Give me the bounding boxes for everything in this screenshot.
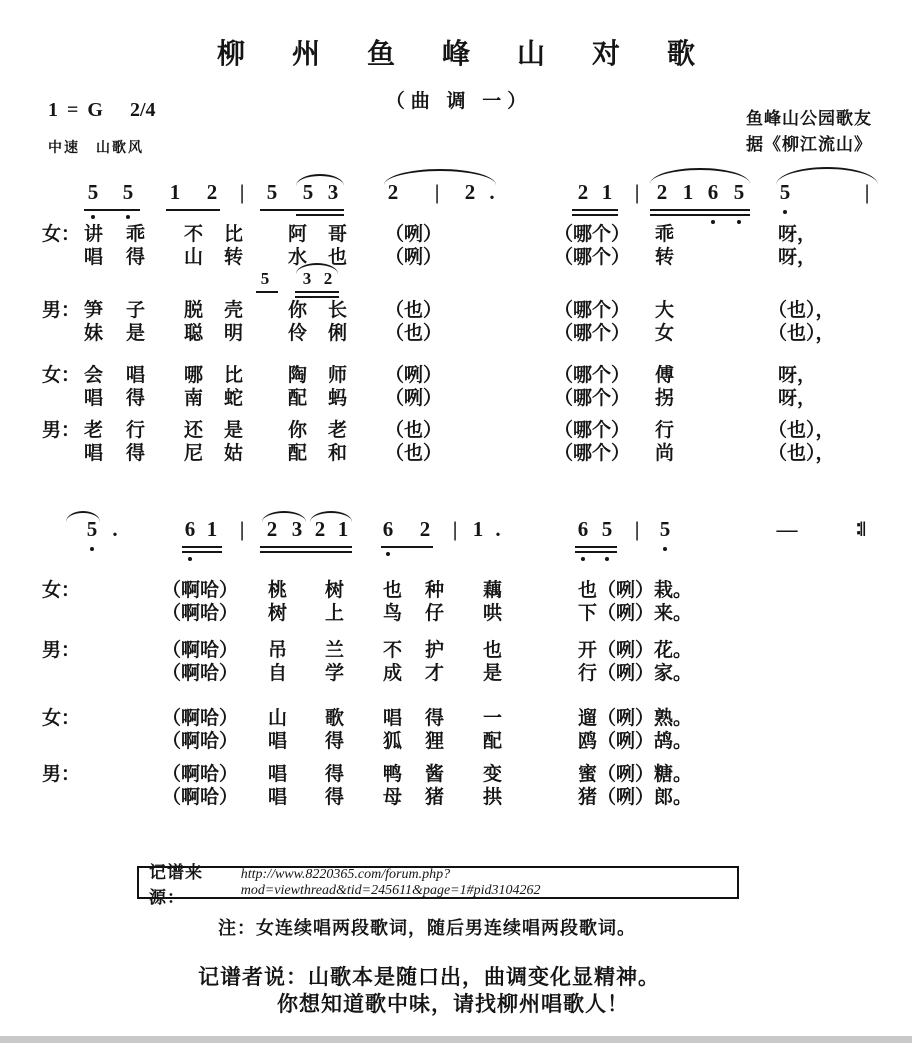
lyric-cell: 才 xyxy=(425,663,445,684)
score-note: 6 xyxy=(577,517,589,541)
barline: | xyxy=(239,180,245,204)
barline: | xyxy=(634,517,640,541)
barline: | xyxy=(452,517,458,541)
lyric-cell: 比 xyxy=(224,224,244,245)
lyric-cell: 遛（咧）熟。 xyxy=(578,708,693,729)
score-note: . xyxy=(112,517,118,541)
lyric-row-label: 男： xyxy=(42,640,81,661)
lyric-row-label: 男： xyxy=(42,420,81,441)
slur-arc xyxy=(296,174,344,186)
beam-underline xyxy=(260,546,352,548)
lyric-cell: （哪个） xyxy=(554,224,631,245)
lyric-cell: 狸 xyxy=(425,731,445,752)
lyric-cell: 得 xyxy=(126,247,146,268)
lyric-cell: （咧） xyxy=(385,365,443,386)
score-note: 5 xyxy=(260,269,270,288)
score-note: 6 xyxy=(707,180,719,204)
lyric-cell: （哪个） xyxy=(554,300,631,321)
lyric-cell: 行 xyxy=(655,420,675,441)
lyric-cell: 行 xyxy=(126,420,146,441)
lyric-cell: （也）， xyxy=(768,323,835,344)
lyric-cell: 还 xyxy=(184,420,204,441)
lyric-cell: （也） xyxy=(385,300,443,321)
page-bottom-edge xyxy=(0,1036,912,1043)
lyric-cell: 姑 xyxy=(224,443,244,464)
lyric-cell: 得 xyxy=(325,731,345,752)
lyric-cell: （哪个） xyxy=(554,365,631,386)
lyric-cell: 哪 xyxy=(184,365,204,386)
beam-underline xyxy=(260,551,352,553)
lyric-cell: 一 xyxy=(483,708,503,729)
time-signature: 2/4 xyxy=(130,99,156,121)
score-note: 1 xyxy=(682,180,694,204)
lyric-cell: （啊哈） xyxy=(162,640,239,661)
lyric-cell: 吊 xyxy=(268,640,288,661)
lyric-row-label: 女： xyxy=(42,580,81,601)
lyric-cell: 老 xyxy=(328,420,348,441)
lyric-cell: 你 xyxy=(288,300,308,321)
postscript-label: 记谱者说： xyxy=(198,965,308,989)
lyric-cell: 会 xyxy=(84,365,104,386)
lyric-cell: 上 xyxy=(325,603,345,624)
score-note: ∶‖ xyxy=(855,517,865,541)
lyric-cell: 呀， xyxy=(778,224,817,245)
postscript-line-1 xyxy=(198,961,660,991)
slur-arc xyxy=(310,511,352,522)
lyric-cell: （也）， xyxy=(768,420,835,441)
score-note: 1 xyxy=(169,180,181,204)
lyric-cell: 明 xyxy=(224,323,244,344)
lyric-cell: 转 xyxy=(224,247,244,268)
style-marking: 山歌风 xyxy=(96,141,144,156)
score-note: 3 xyxy=(327,180,339,204)
source-url[interactable]: http://www.8220365.com/forum.php?mod=viewthread&tid=245611&page=1#pid3104262 xyxy=(240,866,541,898)
lyric-cell: 大 xyxy=(655,300,675,321)
octave-dot xyxy=(663,547,667,551)
lyric-cell: （也）， xyxy=(768,443,835,464)
score-note: 5 xyxy=(733,180,745,204)
lyric-cell: （啊哈） xyxy=(162,603,239,624)
lyric-cell: 转 xyxy=(655,247,675,268)
octave-dot xyxy=(90,547,94,551)
slur-arc xyxy=(776,167,878,185)
lyric-cell: 狐 xyxy=(383,731,403,752)
beam-underline xyxy=(182,551,222,553)
lyric-row-label: 女： xyxy=(42,224,81,245)
lyric-cell: 得 xyxy=(325,764,345,785)
lyric-cell: （咧） xyxy=(385,388,443,409)
score-note: 1 xyxy=(601,180,613,204)
lyric-cell: 兰 xyxy=(325,640,345,661)
lyric-cell: 山 xyxy=(268,708,288,729)
score-note: 5 xyxy=(302,180,314,204)
beam-underline xyxy=(572,214,618,216)
lyric-cell: 唱 xyxy=(84,388,104,409)
score-note: 2 xyxy=(656,180,668,204)
postscript-text-1: 山歌本是随口出，曲调变化显精神。 xyxy=(308,965,660,989)
lyric-cell: （也） xyxy=(385,443,443,464)
lyric-cell: 俐 xyxy=(328,323,348,344)
lyric-cell: 尚 xyxy=(655,443,675,464)
lyric-cell: 你 xyxy=(288,420,308,441)
score-note: 5 xyxy=(266,180,278,204)
lyric-cell: 树 xyxy=(325,580,345,601)
score-note: 2 xyxy=(206,180,218,204)
octave-dot xyxy=(126,215,130,219)
slur-arc xyxy=(384,169,496,185)
lyric-cell: 拐 xyxy=(655,388,675,409)
lyric-cell: 哥 xyxy=(328,224,348,245)
tempo-text: 中速 xyxy=(48,141,80,156)
lyric-cell: 唱 xyxy=(84,247,104,268)
lyric-cell: 得 xyxy=(425,708,445,729)
score-note: 5 xyxy=(779,180,791,204)
score-note: 5 xyxy=(659,517,671,541)
score-note: 2 xyxy=(419,517,431,541)
lyric-cell: 呀， xyxy=(778,247,817,268)
lyric-cell: 尼 xyxy=(184,443,204,464)
lyric-cell: 猪（咧）郎。 xyxy=(578,787,693,808)
lyric-cell: 鸟 xyxy=(383,603,403,624)
lyric-cell: 山 xyxy=(184,247,204,268)
beam-underline xyxy=(260,209,344,211)
lyric-cell: 藕 xyxy=(483,580,503,601)
key-signature: 1 = G xyxy=(48,99,105,121)
lyric-cell: 讲 xyxy=(84,224,104,245)
lyric-cell: 自 xyxy=(268,663,288,684)
lyric-cell: 壳 xyxy=(224,300,244,321)
lyric-cell: 护 xyxy=(425,640,445,661)
lyric-cell: 是 xyxy=(126,323,146,344)
source-label: 记谱来源： xyxy=(149,862,203,907)
lyric-cell: 唱 xyxy=(268,764,288,785)
lyric-cell: 是 xyxy=(224,420,244,441)
source-box xyxy=(137,862,739,907)
lyric-cell: 唱 xyxy=(126,365,146,386)
octave-dot xyxy=(581,557,585,561)
score-note: 2 xyxy=(577,180,589,204)
lyric-cell: （啊哈） xyxy=(162,663,239,684)
lyric-cell: 也 xyxy=(383,580,403,601)
beam-underline xyxy=(650,214,750,216)
lyric-cell: 长 xyxy=(328,300,348,321)
lyric-cell: 下（咧）来。 xyxy=(578,603,693,624)
lyric-cell: 哄 xyxy=(483,603,503,624)
lyric-cell: （哪个） xyxy=(554,388,631,409)
lyric-cell: 桃 xyxy=(268,580,288,601)
score-note: 1 xyxy=(472,517,484,541)
octave-dot xyxy=(737,220,741,224)
lyric-cell: 唱 xyxy=(268,731,288,752)
lyric-cell: 鸭 xyxy=(383,764,403,785)
score-note: 1 xyxy=(206,517,218,541)
lyric-cell: 也（咧）栽。 xyxy=(578,580,693,601)
beam-underline xyxy=(182,546,222,548)
lyric-cell: （也） xyxy=(385,420,443,441)
score-note: 5 xyxy=(601,517,613,541)
slur-arc xyxy=(262,511,306,522)
lyric-cell: 仔 xyxy=(425,603,445,624)
credit-line-1: 鱼峰山公园歌友 xyxy=(746,109,872,128)
lyric-cell: 得 xyxy=(126,443,146,464)
lyric-cell: 行（咧）家。 xyxy=(578,663,693,684)
lyric-cell: 蜜（咧）糖。 xyxy=(578,764,693,785)
lyric-cell: 笋 xyxy=(84,300,104,321)
lyric-cell: 配 xyxy=(288,443,308,464)
score-note: 2 xyxy=(387,180,399,204)
beam-underline xyxy=(572,209,618,211)
lyric-cell: 妹 xyxy=(84,323,104,344)
score-note: 6 xyxy=(382,517,394,541)
lyric-cell: 配 xyxy=(483,731,503,752)
lyric-cell: （也）， xyxy=(768,300,835,321)
slur-arc xyxy=(650,168,750,184)
beam-underline xyxy=(256,291,278,293)
lyric-cell: （啊哈） xyxy=(162,580,239,601)
lyric-cell: （啊哈） xyxy=(162,764,239,785)
beam-underline xyxy=(296,214,344,216)
lyric-cell: 乖 xyxy=(126,224,146,245)
score-note: 3 xyxy=(302,269,312,288)
lyric-cell: 子 xyxy=(126,300,146,321)
lyric-cell: 拱 xyxy=(483,787,503,808)
lyric-cell: 水 xyxy=(288,247,308,268)
beam-underline xyxy=(650,209,750,211)
lyric-row-label: 男： xyxy=(42,764,81,785)
lyric-cell: （啊哈） xyxy=(162,787,239,808)
beam-underline xyxy=(84,209,140,211)
lyric-cell: 也 xyxy=(328,247,348,268)
lyric-cell: （咧） xyxy=(385,224,443,245)
beam-underline xyxy=(295,296,339,298)
lyric-cell: 蛇 xyxy=(224,388,244,409)
lyric-cell: 伶 xyxy=(288,323,308,344)
lyric-cell: 聪 xyxy=(184,323,204,344)
lyric-cell: 得 xyxy=(325,787,345,808)
lyric-cell: 酱 xyxy=(425,764,445,785)
lyric-cell: 陶 xyxy=(288,365,308,386)
score-note: 2 xyxy=(323,269,333,288)
page-subtitle: （曲 调 一） xyxy=(385,91,533,112)
lyric-cell: 南 xyxy=(184,388,204,409)
tempo-marking xyxy=(48,137,144,157)
beam-underline xyxy=(295,291,339,293)
lyric-cell: 比 xyxy=(224,365,244,386)
octave-dot xyxy=(188,557,192,561)
lyric-cell: （啊哈） xyxy=(162,708,239,729)
score-note: 5 xyxy=(122,180,134,204)
octave-dot xyxy=(783,210,787,214)
score-note: . xyxy=(495,517,501,541)
lyric-cell: 阿 xyxy=(288,224,308,245)
score-note: 5 xyxy=(86,517,98,541)
page-title: 柳 州 鱼 峰 山 对 歌 xyxy=(216,39,715,70)
lyric-cell: 老 xyxy=(84,420,104,441)
score-note: 2 xyxy=(314,517,326,541)
score-note: . xyxy=(489,180,495,204)
lyric-cell: 呀， xyxy=(778,365,817,386)
postscript-line-2: 你想知道歌中味，请找柳州唱歌人！ xyxy=(277,992,629,1016)
barline: | xyxy=(634,180,640,204)
lyric-cell: 傅 xyxy=(655,365,675,386)
lyric-cell: 蚂 xyxy=(328,388,348,409)
barline: | xyxy=(239,517,245,541)
barline: | xyxy=(864,180,870,204)
octave-dot xyxy=(91,215,95,219)
beam-underline xyxy=(575,546,617,548)
score-note: 6 xyxy=(184,517,196,541)
slur-arc xyxy=(66,511,100,522)
performance-note: 注：女连续唱两段歌词，随后男连续唱两段歌词。 xyxy=(218,918,636,938)
lyric-cell: 母 xyxy=(383,787,403,808)
lyric-cell: （哪个） xyxy=(554,247,631,268)
lyric-cell: （哪个） xyxy=(554,323,631,344)
lyric-cell: 猪 xyxy=(425,787,445,808)
lyric-cell: 唱 xyxy=(383,708,403,729)
lyric-cell: 种 xyxy=(425,580,445,601)
octave-dot xyxy=(386,552,390,556)
lyric-cell: （哪个） xyxy=(554,420,631,441)
octave-dot xyxy=(711,220,715,224)
lyric-cell: 呀， xyxy=(778,388,817,409)
lyric-cell: 不 xyxy=(383,640,403,661)
beam-underline xyxy=(381,546,433,548)
lyric-cell: 不 xyxy=(184,224,204,245)
lyric-cell: 得 xyxy=(126,388,146,409)
lyric-cell: 唱 xyxy=(268,787,288,808)
score-note: 1 xyxy=(337,517,349,541)
score-note: 3 xyxy=(291,517,303,541)
lyric-cell: （啊哈） xyxy=(162,731,239,752)
credit-line-2: 据《柳江流山》 xyxy=(746,135,872,154)
beam-underline xyxy=(575,551,617,553)
lyric-cell: 和 xyxy=(328,443,348,464)
lyric-cell: 歌 xyxy=(325,708,345,729)
lyric-cell: 配 xyxy=(288,388,308,409)
lyric-cell: （咧） xyxy=(385,247,443,268)
lyric-row-label: 男： xyxy=(42,300,81,321)
lyric-cell: 成 xyxy=(383,663,403,684)
lyric-cell: 也 xyxy=(483,640,503,661)
lyric-cell: 女 xyxy=(655,323,675,344)
lyric-cell: 学 xyxy=(325,663,345,684)
lyric-cell: 师 xyxy=(328,365,348,386)
octave-dot xyxy=(605,557,609,561)
lyric-cell: 变 xyxy=(483,764,503,785)
lyric-cell: 鸥（咧）鸪。 xyxy=(578,731,693,752)
lyric-cell: （哪个） xyxy=(554,443,631,464)
lyric-cell: 树 xyxy=(268,603,288,624)
lyric-cell: 乖 xyxy=(655,224,675,245)
lyric-cell: 唱 xyxy=(84,443,104,464)
barline: | xyxy=(434,180,440,204)
beam-underline xyxy=(166,209,220,211)
score-note: 2 xyxy=(464,180,476,204)
score-note: 2 xyxy=(266,517,278,541)
lyric-cell: 脱 xyxy=(184,300,204,321)
lyric-cell: 是 xyxy=(483,663,503,684)
lyric-cell: （也） xyxy=(385,323,443,344)
lyric-row-label: 女： xyxy=(42,365,81,386)
score-note: 5 xyxy=(87,180,99,204)
lyric-row-label: 女： xyxy=(42,708,81,729)
lyric-cell: 开（咧）花。 xyxy=(578,640,693,661)
score-note: — xyxy=(776,517,798,541)
